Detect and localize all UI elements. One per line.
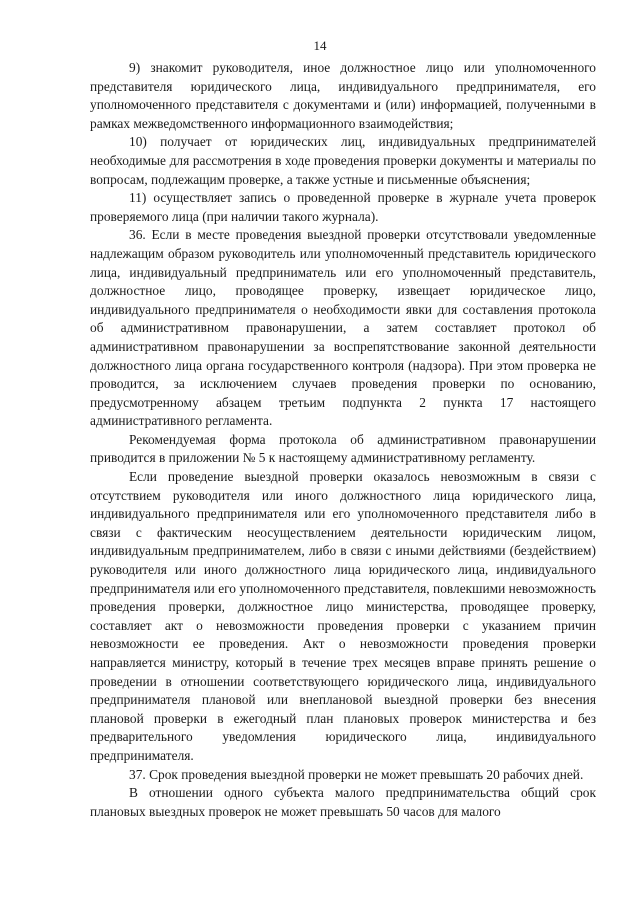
document-body [90,59,596,821]
paragraph-clause-36: 36. Если в месте проведения выездной проверки отсутствовали уведомленные надлежащим образом руководитель или уполномоченный представитель юридического лица, индивидуальный предприниматель или его уполномоченный представитель, должностное лицо, проводящее проверку, извещает юридическое лицо, индивидуального предпринимателя о необходимости явки для составления протокола об административном правонарушении, а затем составляет протокол об административном правонарушении за воспрепятствование законной деятельности должностного лица органа государственного контроля (надзора). При этом проверка не проводится, за исключением случаев проведения проверки по основанию, предусмотренному абзацем третьим подпункта 2 пункта 17 настоящего административного регламента. [90,227,596,429]
page-number: 14 [313,38,327,53]
paragraph-inspection-impossible: Если проведение выездной проверки оказалось невозможным в связи с отсутствием руководителя или иного должностного лица юридического лица, индивидуального предпринимателя или его уполномоченного представителя либо в связи с фактическим неосуществлением деятельности юридическим лицом, индивидуальным предпринимателем, либо в связи с иными действиями (бездействием) руководителя или иного должностного лица юридического лица, индивидуального предпринимателя или его уполномоченного представителя, повлекшими невозможность проведения проверки, должностное лицо министерства, проводящее проверку, составляет акт о невозможности проведения проверки с указанием причин невозможности ее проведения. Акт о невозможности проведения проверки направляется министру, который в течение трех месяцев вправе принять решение о проведении в отношении соответствующего юридического лица, индивидуального предпринимателя плановой или внеплановой выездной проверки без внесения плановой проверки в ежегодный план плановых проверок министерства и без предварительного уведомления юридического лица, индивидуального предпринимателя. [90,469,596,763]
paragraph-item-10: 10) получает от юридических лиц, индивидуальных предпринимателей необходимые для рассмотрения в ходе проведения проверки документы и материалы по вопросам, подлежащим проверке, а также устные и письменные объяснения; [90,134,596,187]
paragraph-small-business-term: В отношении одного субъекта малого предпринимательства общий срок плановых выездных проверок не может превышать 50 часов для малого [90,785,596,819]
paragraph-clause-37: 37. Срок проведения выездной проверки не может превышать 20 рабочих дней. [129,766,584,782]
paragraph-protocol-form: Рекомендуемая форма протокола об административном правонарушении приводится в приложении № 5 к настоящему административному регламенту. [90,431,596,466]
paragraph-item-11: 11) осуществляет запись о проведенной проверке в журнале учета проверок проверяемого лица (при наличии такого журнала). [90,190,596,224]
paragraph-item-9: 9) знакомит руководителя, иное должностное лицо или уполномоченного представителя юридического лица, индивидуального предпринимателя, его уполномоченного представителя с документами и (или) информацией, полученными в рамках межведомственного информационного взаимодействия; [90,60,596,131]
